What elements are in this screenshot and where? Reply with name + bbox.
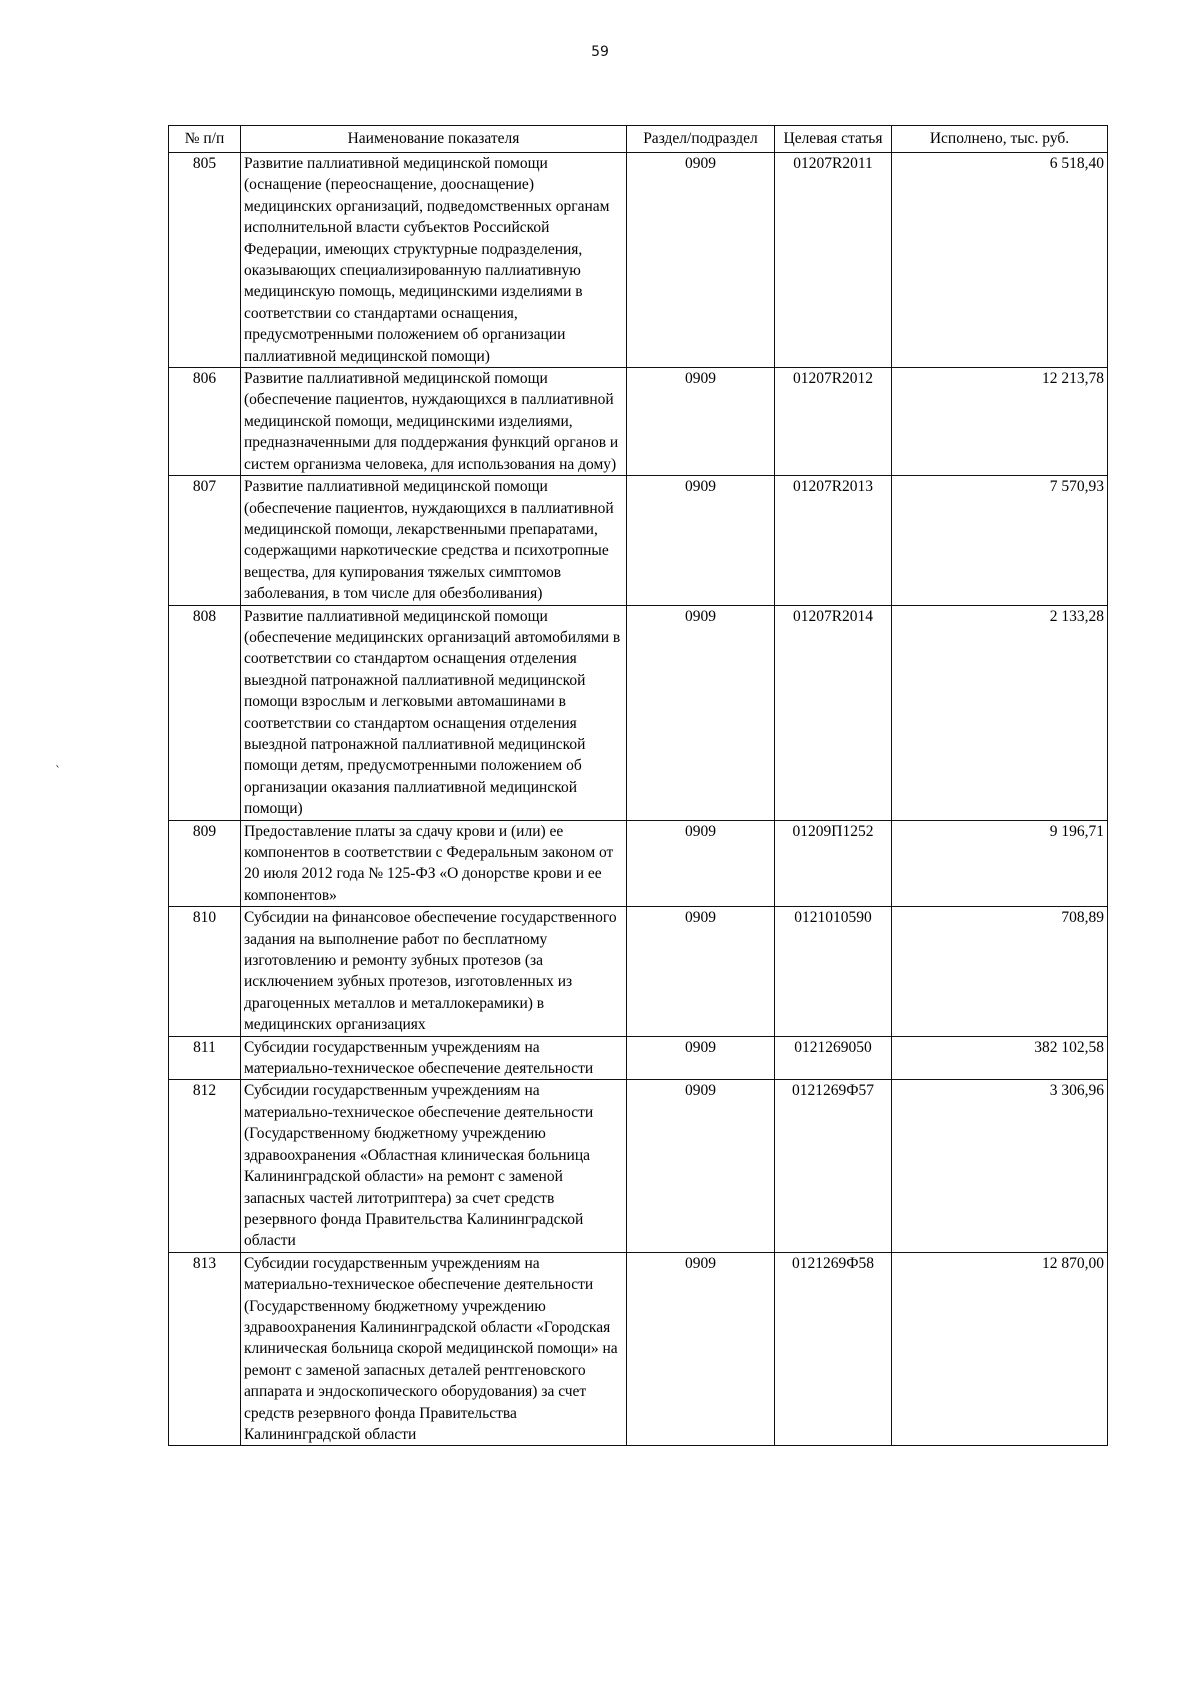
row-name: Субсидии на финансовое обеспечение государственного задания на выполнение работ по бесплатному изготовлению и ремонту зубных протезов (за исключением зубных протезов, изготовленных из драгоценных металлов и металлокерамики) в медицинских организациях	[241, 907, 627, 1036]
budget-table	[168, 125, 1108, 1446]
scan-artifact: `	[55, 764, 61, 778]
row-name: Субсидии государственным учреждениям на материально-техническое обеспечение деятельности (Государственному бюджетному учреждению здравоохранения Калининградской области «Городская клиническая больница скорой медицинской помощи» на ремонт с заменой запасных деталей рентгеновского аппарата и эндоскопического оборудования) за счет средств резервного фонда Правительства Калининградской области	[241, 1252, 627, 1446]
table-row	[169, 368, 1108, 476]
header-num: № п/п	[169, 126, 241, 153]
row-section: 0909	[627, 476, 775, 605]
row-number: 809	[169, 820, 241, 907]
row-amount: 708,89	[892, 907, 1108, 1036]
table-row	[169, 1252, 1108, 1446]
header-amount: Исполнено, тыс. руб.	[892, 126, 1108, 153]
row-article: 0121269Ф57	[775, 1080, 892, 1252]
row-number: 808	[169, 605, 241, 820]
row-number: 810	[169, 907, 241, 1036]
row-article: 0121269050	[775, 1036, 892, 1080]
row-section: 0909	[627, 605, 775, 820]
row-amount: 6 518,40	[892, 153, 1108, 368]
table-row	[169, 153, 1108, 368]
row-name: Предоставление платы за сдачу крови и (или) ее компонентов в соответствии с Федеральным законом от 20 июля 2012 года № 125-ФЗ «О донорстве крови и ее компонентов»	[241, 820, 627, 907]
row-article: 0121269Ф58	[775, 1252, 892, 1446]
row-article: 01207R2013	[775, 476, 892, 605]
table-row	[169, 820, 1108, 907]
row-article: 01207R2011	[775, 153, 892, 368]
row-amount: 12 870,00	[892, 1252, 1108, 1446]
row-number: 812	[169, 1080, 241, 1252]
row-article: 0121010590	[775, 907, 892, 1036]
row-article: 01207R2014	[775, 605, 892, 820]
row-amount: 9 196,71	[892, 820, 1108, 907]
row-section: 0909	[627, 1080, 775, 1252]
table-row	[169, 907, 1108, 1036]
row-section: 0909	[627, 1252, 775, 1446]
row-article: 01209П1252	[775, 820, 892, 907]
header-name: Наименование показателя	[241, 126, 627, 153]
row-amount: 2 133,28	[892, 605, 1108, 820]
row-section: 0909	[627, 820, 775, 907]
table-row	[169, 1036, 1108, 1080]
header-section: Раздел/подраздел	[627, 126, 775, 153]
row-number: 807	[169, 476, 241, 605]
page-number: 59	[591, 44, 609, 60]
row-number: 811	[169, 1036, 241, 1080]
row-number: 806	[169, 368, 241, 476]
row-name: Развитие паллиативной медицинской помощи (обеспечение пациентов, нуждающихся в паллиативной медицинской помощи, лекарственными препаратами, содержащими наркотические средства и психотропные вещества, для купирования тяжелых симптомов заболевания, в том числе для обезболивания)	[241, 476, 627, 605]
row-name: Субсидии государственным учреждениям на материально-техническое обеспечение деятельности	[241, 1036, 627, 1080]
row-name: Субсидии государственным учреждениям на материально-техническое обеспечение деятельности (Государственному бюджетному учреждению здравоохранения «Областная клиническая больница Калининградской области» на ремонт с заменой запасных частей литотриптера) за счет средств резервного фонда Правительства Калининградской области	[241, 1080, 627, 1252]
row-amount: 3 306,96	[892, 1080, 1108, 1252]
table-row	[169, 476, 1108, 605]
row-name: Развитие паллиативной медицинской помощи (обеспечение медицинских организаций автомобилями в соответствии со стандартом оснащения отделения выездной патронажной паллиативной медицинской помощи взрослым и легковыми автомашинами в соответствии со стандартом оснащения отделения выездной патронажной паллиативной медицинской помощи детям, предусмотренными положением об организации оказания паллиативной медицинской помощи)	[241, 605, 627, 820]
row-article: 01207R2012	[775, 368, 892, 476]
table-header-row	[169, 126, 1108, 153]
row-amount: 382 102,58	[892, 1036, 1108, 1080]
row-number: 813	[169, 1252, 241, 1446]
header-article: Целевая статья	[775, 126, 892, 153]
row-section: 0909	[627, 1036, 775, 1080]
row-amount: 7 570,93	[892, 476, 1108, 605]
row-section: 0909	[627, 368, 775, 476]
table-row	[169, 1080, 1108, 1252]
row-number: 805	[169, 153, 241, 368]
row-section: 0909	[627, 907, 775, 1036]
row-amount: 12 213,78	[892, 368, 1108, 476]
table-row	[169, 605, 1108, 820]
row-name: Развитие паллиативной медицинской помощи (обеспечение пациентов, нуждающихся в паллиативной медицинской помощи, медицинскими изделиями, предназначенными для поддержания функций органов и систем организма человека, для использования на дому)	[241, 368, 627, 476]
row-name: Развитие паллиативной медицинской помощи (оснащение (переоснащение, дооснащение) медицинских организаций, подведомственных органам исполнительной власти субъектов Российской Федерации, имеющих структурные подразделения, оказывающих специализированную паллиативную медицинскую помощь, медицинскими изделиями в соответствии со стандартами оснащения, предусмотренными положением об организации паллиативной медицинской помощи)	[241, 153, 627, 368]
row-section: 0909	[627, 153, 775, 368]
